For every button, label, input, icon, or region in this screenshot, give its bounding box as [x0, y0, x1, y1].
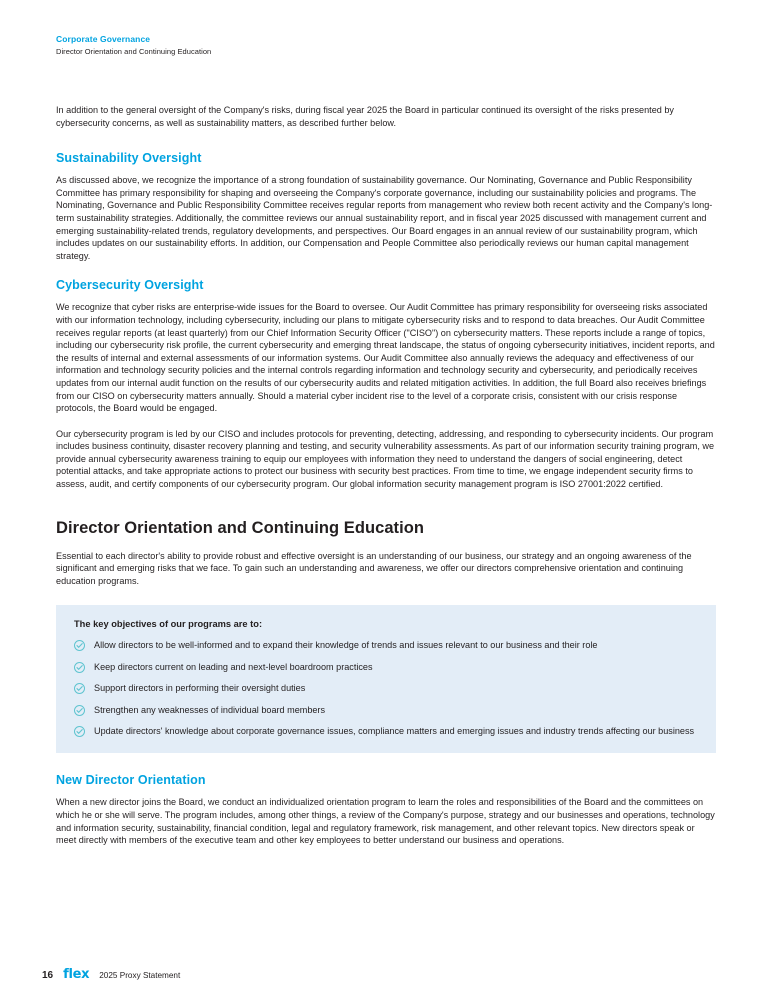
footer-document-title: 2025 Proxy Statement — [99, 971, 181, 980]
list-item — [74, 682, 698, 694]
key-objectives-list — [74, 639, 698, 737]
page-footer — [42, 967, 180, 982]
list-item-text: Support directors in performing their oversight duties — [94, 683, 306, 694]
check-circle-icon — [74, 640, 85, 651]
header-section-title: Corporate Governance — [56, 34, 151, 44]
intro-paragraph: In addition to the general oversight of the Company's risks, during fiscal year 2025 the Board in particular continued its oversight of the risks presented by cybersecurity concerns, as well as sustainability matters, as described further below. — [56, 105, 674, 128]
cybersecurity-oversight-heading: Cybersecurity Oversight — [56, 278, 204, 293]
list-item-text: Allow directors to be well-informed and to expand their knowledge of trends and issues relevant to our business and their role — [94, 640, 598, 651]
director-education-heading: Director Orientation and Continuing Education — [56, 518, 424, 537]
footer-page-number: 16 — [42, 970, 54, 981]
list-item — [74, 704, 698, 716]
key-objectives-callout — [56, 605, 716, 753]
check-circle-icon — [74, 662, 85, 673]
sustainability-oversight-heading: Sustainability Oversight — [56, 151, 202, 166]
list-item-text: Strengthen any weaknesses of individual board members — [94, 704, 326, 715]
director-education-paragraph: Essential to each director's ability to provide robust and effective oversight is an understanding of our business, our strategy and an ongoing awareness of the significant and emerging risks that we face. To gain such an understanding and awareness, we offer our directors comprehensive orientation and continuing education programs. — [56, 550, 692, 586]
check-circle-icon — [74, 705, 85, 716]
list-item-text: Keep directors current on leading and next-level boardroom practices — [94, 661, 373, 672]
list-item — [74, 725, 698, 737]
flex-logo: flex — [63, 967, 90, 982]
cybersecurity-paragraph-2: Our cybersecurity program is led by our CISO and includes protocols for preventing, detecting, addressing, and responding to cybersecurity incidents. Our program includes business continuity, disaster recovery planning and testing, and security vulnerability assessments. As part of our information security training program, we provide annual cybersecurity awareness training to equip our employees with information they need to understand the dangers of social engineering, detect potential attacks, and take appropriate actions to protect our business with security best practices. From time to time, we engage independent security firms to assess, audit, and certify components of our cybersecurity program. Our global information security management program is ISO 27001:2022 certified. — [56, 428, 715, 490]
cybersecurity-paragraph-1: We recognize that cyber risks are enterprise-wide issues for the Board to oversee. Our Audit Committee has primary responsibility for overseeing risks associated with our information technology, including cybersecurity, including our plans to mitigate cybersecurity risks and to respond to data breaches. Our Audit Committee receives regular reports (at least quarterly) from our Chief Information Security Officer ("CISO") on cybersecurity matters. These reports include a range of topics, including our cybersecurity risk profile, the current cybersecurity and emerging threat landscape, the status of ongoing cybersecurity initiatives, incident reports, and the results of internal and external assessments of our information systems. Our Audit Committee also annually reviews the adequacy and effectiveness of our information and technology security policies and the internal controls regarding information and technology security and cybersecurity, and periodically receives updates from our internal audit function on the results of our cybersecurity audits and related mitigation activities. In addition, the full Board also receives briefings from our CISO on cybersecurity matters annually. Should a material cyber incident rise to the level of a corporate crisis, consistent with our crisis response protocols, the Board would be engaged. — [56, 302, 715, 414]
check-circle-icon — [74, 726, 85, 737]
new-director-orientation-paragraph: When a new director joins the Board, we conduct an individualized orientation program to learn the roles and responsibilities of the Board and the committees on which he or she will serve. The program includes, among other things, a review of the Company's purpose, strategy and our businesses and operations, technology and information security, sustainability, financial condition, legal and regulatory framework, risk management, and other relevant topics. New directors speak or meet directly with members of the executive team and other key employees to better understand our business and operations. — [56, 797, 715, 846]
list-item — [74, 661, 698, 673]
sustainability-oversight-paragraph: As discussed above, we recognize the importance of a strong foundation of sustainability governance. Our Nominating, Governance and Public Responsibility Committee has primary responsibility for shaping and overseeing the Company's corporate governance, including our sustainability policies and programs. The Nominating, Governance and Public Responsibility Committee receives regular reports from management who review both recent activity and the Company's long-term sustainability strategies. Additionally, the committee reviews our annual sustainability report, and in fiscal year 2025 discussed with management current and emerging sustainability-related trends, regulatory developments, and perspectives. Our Board engages in an annual review of our sustainability program, which includes updates on our sustainability efforts. In addition, our Compensation and People Committee also periodically reviews our human capital management strategy. — [56, 175, 713, 261]
list-item-text: Update directors' knowledge about corporate governance issues, compliance matters and emerging issues and industry trends affecting our business — [94, 726, 695, 737]
page-header — [56, 34, 716, 56]
header-subsection-title: Director Orientation and Continuing Education — [56, 47, 212, 56]
new-director-orientation-heading: New Director Orientation — [56, 773, 206, 788]
page-content — [56, 104, 716, 860]
check-circle-icon — [74, 683, 85, 694]
list-item — [74, 639, 698, 651]
callout-title: The key objectives of our programs are to: — [74, 619, 263, 630]
